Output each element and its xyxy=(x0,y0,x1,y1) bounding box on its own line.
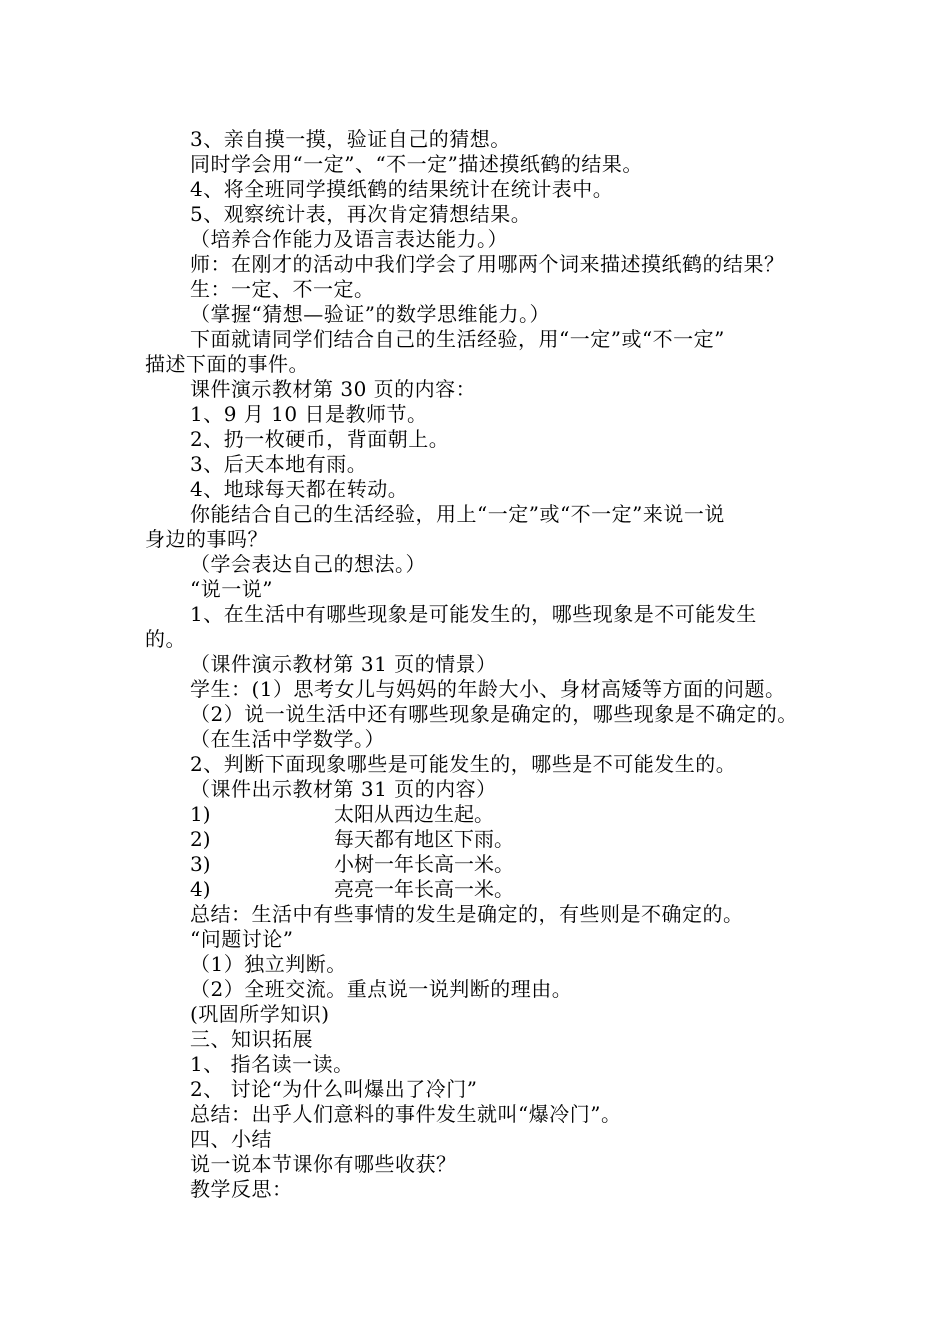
text-line: “问题讨论” xyxy=(190,927,294,951)
text-line: 师：在刚才的活动中我们学会了用哪两个词来描述摸纸鹤的结果？ xyxy=(190,252,785,276)
text-line: （课件出示教材第 31 页的内容） xyxy=(190,777,497,801)
text-line: “说一说” xyxy=(190,577,273,601)
text-line: 总结：出乎人们意料的事件发生就叫“爆冷门”。 xyxy=(190,1102,622,1126)
text-line: 生：一定、不一定。 xyxy=(190,277,375,301)
text-line: 1、 指名读一读。 xyxy=(190,1052,354,1076)
text-line: (巩固所学知识) xyxy=(190,1002,330,1026)
item-number: 2) xyxy=(190,827,211,851)
text-line: 学生：(1）思考女儿与妈妈的年龄大小、身材高矮等方面的问题。 xyxy=(190,677,786,701)
item-number: 1) xyxy=(190,802,211,826)
text-line: 4、地球每天都在转动。 xyxy=(190,477,409,501)
text-line: （学会表达自己的想法。） xyxy=(190,552,426,576)
text-line: 说一说本节课你有哪些收获？ xyxy=(190,1152,457,1176)
text-line: 同时学会用“一定”、“不一定”描述摸纸鹤的结果。 xyxy=(190,152,643,176)
item-number: 4) xyxy=(190,877,211,901)
text-line: （掌握“猜想—验证”的数学思维能力。） xyxy=(190,302,550,326)
text-line: （2）全班交流。重点说一说判断的理由。 xyxy=(190,977,573,1001)
item-text: 小树一年长高一米。 xyxy=(334,852,514,876)
text-line: 5、观察统计表，再次肯定猜想结果。 xyxy=(190,202,532,226)
text-line: 你能结合自己的生活经验，用上“一定”或“不一定”来说一说 xyxy=(190,502,725,526)
text-line: 课件演示教材第 30 页的内容： xyxy=(190,377,477,401)
text-line: （培养合作能力及语言表达能力。） xyxy=(190,227,508,251)
text-line: 2、扔一枚硬币，背面朝上。 xyxy=(190,427,450,451)
text-line: 描述下面的事件。 xyxy=(145,352,309,376)
text-line: 2、 讨论“为什么叫爆出了冷门” xyxy=(190,1077,478,1101)
text-line: 3、后天本地有雨。 xyxy=(190,452,368,476)
text-line: 四、小结 xyxy=(190,1127,272,1151)
text-line: 总结：生活中有些事情的发生是确定的，有些则是不确定的。 xyxy=(190,902,744,926)
text-line: 4、将全班同学摸纸鹤的结果统计在统计表中。 xyxy=(190,177,614,201)
text-line: 下面就请同学们结合自己的生活经验，用“一定”或“不一定” xyxy=(190,327,725,351)
text-line: （2）说一说生活中还有哪些现象是确定的，哪些现象是不确定的。 xyxy=(190,702,798,726)
text-line: 2、判断下面现象哪些是可能发生的，哪些是不可能发生的。 xyxy=(190,752,737,776)
item-number: 3) xyxy=(190,852,211,876)
text-line: 的。 xyxy=(145,627,186,651)
text-line: 1、9 月 10 日是教师节。 xyxy=(190,402,428,426)
text-line: （1）独立判断。 xyxy=(190,952,347,976)
text-line: 三、知识拓展 xyxy=(190,1027,313,1051)
item-text: 每天都有地区下雨。 xyxy=(334,827,514,851)
item-text: 太阳从西边生起。 xyxy=(334,802,494,826)
text-line: 3、亲自摸一摸，验证自己的猜想。 xyxy=(190,127,511,151)
item-text: 亮亮一年长高一米。 xyxy=(334,877,514,901)
text-line: 1、在生活中有哪些现象是可能发生的，哪些现象是不可能发生 xyxy=(190,602,757,626)
text-line: 教学反思： xyxy=(190,1177,293,1201)
text-line: 身边的事吗？ xyxy=(145,527,268,551)
text-line: （课件演示教材第 31 页的情景） xyxy=(190,652,497,676)
text-line: （在生活中学数学。） xyxy=(190,727,385,751)
